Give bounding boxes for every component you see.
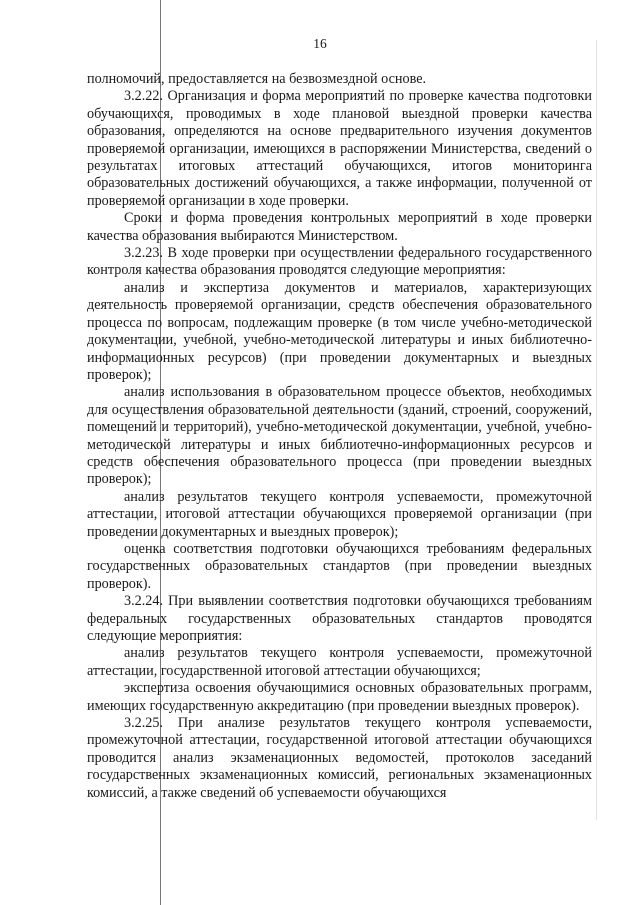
- list-item-document-analysis: анализ и экспертиза документов и материалов, характеризующих деятельность проверяемой организации, средств обеспечения образовательного процесса по вопросам, подлежащим проверке (в том числе учебно-методической документации, учебной, учебно-методической литературы и иных библиотечно-информационных ресурсов) (при проведении документарных и выездных проверок);: [87, 279, 592, 383]
- scan-edge-line: [596, 40, 597, 820]
- list-item-attestation-analysis: анализ результатов текущего контроля успеваемости, промежуточной аттестации, государственной итоговой аттестации обучающихся;: [87, 645, 592, 679]
- paragraph-3-2-23: 3.2.23. В ходе проверки при осуществлении федерального государственного контроля качества образования проводятся следующие мероприятия:: [87, 245, 592, 279]
- paragraph-3-2-24: 3.2.24. При выявлении соответствия подготовки обучающихся требованиям федеральных государственных образовательных стандартов проводятся следующие мероприятия:: [87, 593, 592, 644]
- list-item-program-expertise: экспертиза освоения обучающимися основных образовательных программ, имеющих государственную аккредитацию (при проведении выездных проверок).: [87, 680, 592, 714]
- page-number: 16: [313, 36, 327, 51]
- list-item-objects-analysis: анализ использования в образовательном процессе объектов, необходимых для осуществления образовательной деятельности (зданий, строений, сооружений, помещений и территорий), учебно-методической документации, учебной, учебно-методической литературы и иных библиотечно-информационных ресурсов и средств обеспечения образовательного процесса (при проведении выездных проверок);: [87, 384, 592, 488]
- paragraph-deadlines: Сроки и форма проведения контрольных мероприятий в ходе проверки качества образования выбираются Министерством.: [87, 210, 592, 244]
- list-item-results-analysis: анализ результатов текущего контроля успеваемости, промежуточной аттестации, итоговой аттестации обучающихся проверяемой организации (при проведении документарных и выездных проверок);: [87, 488, 592, 540]
- paragraph-3-2-22: 3.2.22. Организация и форма мероприятий по проверке качества подготовки обучающихся, проводимых в ходе плановой выездной проверки качества образования, определяются на основе предварительного изучения документов проверяемой организации, имеющихся в распоряжении Министерства, сведений о результатах итоговых аттестаций обучающихся, итогов мониторинга образовательных достижений обучающихся, а также информации, полученной от проверяемой организации в ходе проверки.: [87, 88, 592, 209]
- paragraph-continuation: полномочий, предоставляется на безвозмездной основе.: [87, 71, 427, 87]
- paragraph-3-2-25: 3.2.25. При анализе результатов текущего контроля успеваемости, промежуточной аттестации, государственной итоговой аттестации обучающихся проводится анализ экзаменационных ведомостей, протоколов заседаний государственных экзаменационных комиссий, региональных экзаменационных комиссий, а также сведений об успеваемости обучающихся: [87, 715, 592, 801]
- body-text: [87, 71, 592, 802]
- list-item-compliance-assessment: оценка соответствия подготовки обучающихся требованиям федеральных государственных образовательных стандартов (при проведении выездных проверок).: [87, 540, 592, 592]
